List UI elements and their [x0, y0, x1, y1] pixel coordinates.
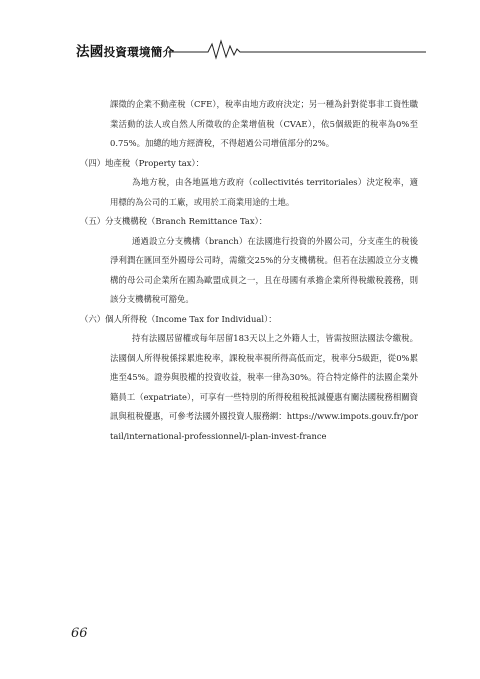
header-title-sub: 投資環境簡介	[103, 45, 175, 59]
heading-property-tax: （四）地產稅（Property tax）：	[80, 157, 205, 168]
header-title-main: 法國	[76, 44, 104, 60]
page-number: 66	[71, 626, 88, 641]
paragraph-individual-income-tax: 持有法國居留權或每年居留183天以上之外籍人士，皆需按照法國法令繳稅。法國個人所得稅係採累進稅率，課稅稅率視所得高低而定，稅率分5級距，從0%累進至45%。證券與股權的投資收益，稅率一律為30%。符合特定條件的法國企業外籍員工（expatriate），可享有一些特別的所得稅租稅抵減優惠有關法國稅務相關資訊與租稅優惠，可參考法國外國投資人服務網：https://www.impots.gouv.fr/portail/international-professionnel/i-plan-invest-france	[110, 333, 418, 441]
heartbeat-line-icon	[168, 38, 426, 60]
heading-branch-remittance-tax: （五）分支機構稅（Branch Remittance Tax）：	[80, 216, 268, 226]
paragraph-property-tax: 為地方稅，由各地區地方政府（collectivités territoriales）決定稅率，適用標的為公司的工廠，或用於工商業用途的土地。	[110, 177, 418, 207]
page-body	[80, 95, 418, 446]
heading-individual-income-tax: （六）個人所得稅（Income Tax for Individual）：	[80, 313, 277, 324]
paragraph-branch-remittance-tax: 通過設立分支機構（branch）在法國進行投資的外國公司，分支產生的稅後淨利潤在匯回至外國母公司時，需繳交25%的分支機構稅。但若在法國設立分支機構的母公司企業所在國為歐盟成員之一，且在母國有承擔企業所得稅繳稅義務，則該分支機構稅可豁免。	[110, 235, 418, 304]
paragraph-local-economic-tax: 課徵的企業不動產稅（CFE），稅率由地方政府決定；另一種為針對從事非工資性職業活動的法人或自然人所徵收的企業增值稅（CVAE），依5個級距的稅率為0%至0.75%。加總的地方經濟稅，不得超過公司增值部分的2%。	[110, 99, 418, 148]
running-header	[76, 38, 426, 60]
header-title	[76, 40, 174, 60]
